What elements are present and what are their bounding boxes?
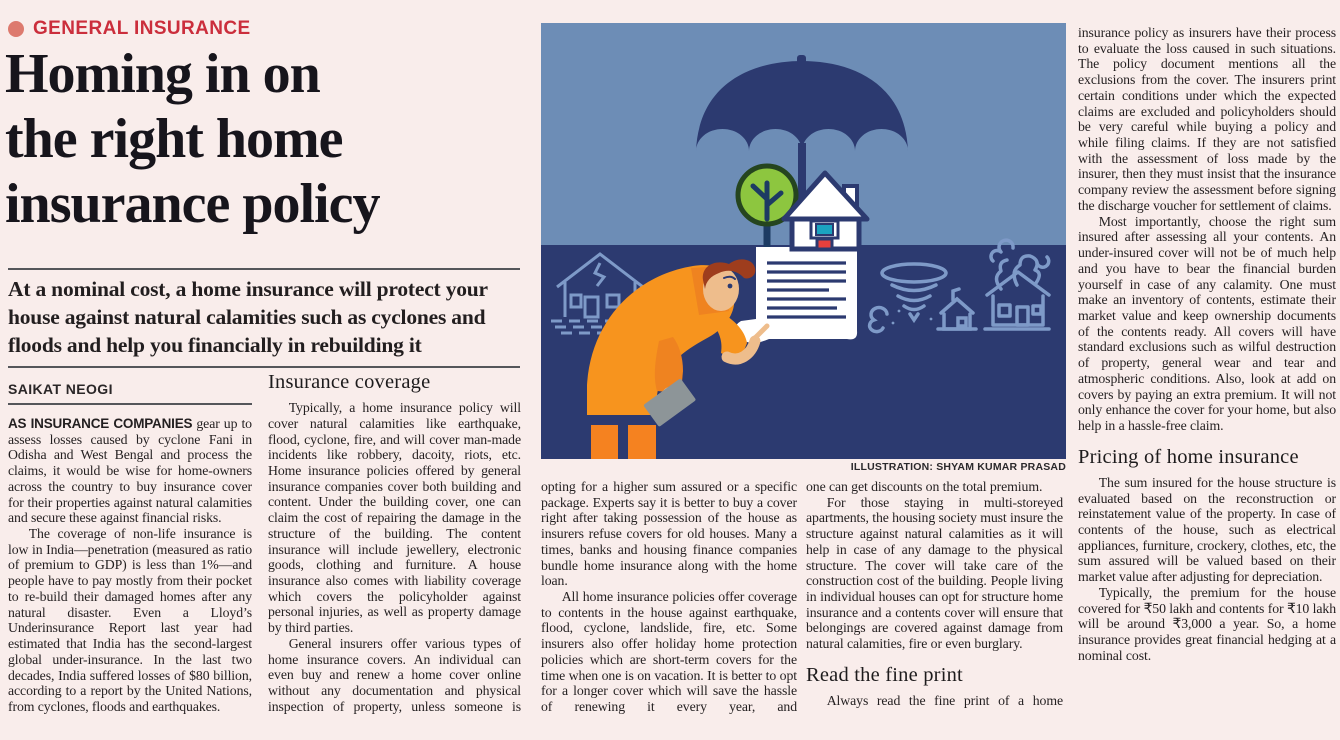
standfirst	[8, 276, 526, 360]
article-column-3	[541, 479, 797, 738]
lead-in: AS INSURANCE COMPANIES	[8, 416, 193, 431]
article-paragraph: Typically, the premium for the house covered for ₹50 lakh and contents for ₹10 lakh will be around ₹3,000 a year. So, a home insurance provides great financial hedging at a nominal cost.	[1078, 584, 1336, 663]
article-paragraph: General insurers offer various types of home insurance covers. An individual can even buy and renew a home cover online without any documentation and physical inspection of property, unless someone is	[268, 635, 521, 714]
byline: SAIKAT NEOGI	[8, 381, 113, 397]
article-paragraph: For those staying in multi-storeyed apartments, the housing society must insure the structure against natural calamities as it will help in case of any damage to the physical structure. The cover will take care of the construction cost of the building. People living in individual houses can opt for structure home insurance and a contents cover will ensure that belongings are covered against damage from natural calamities, fire or even burglary.	[806, 494, 1063, 652]
article-column-4	[806, 479, 1063, 738]
page-title	[5, 42, 530, 237]
section-kicker-label: GENERAL INSURANCE	[33, 18, 251, 39]
subsection-heading: Read the fine print	[806, 663, 963, 686]
article-paragraph	[8, 416, 252, 526]
article-paragraph: Always read the fine print of a home	[826, 693, 1063, 709]
divider	[8, 366, 520, 368]
article-column-2	[268, 371, 521, 736]
article-paragraph: Typically, a home insurance policy will cover natural calamities like earthquake, flood, cyclone, fire, and will cover man-made incidents like robbery, dacoity, riots, etc. Home insurance policies offered by general insurance companies cover both building and content. Under the building cover, one can claim the cost of repairing the damage in the structure of the building. The content insurance will include jewellery, electronic goods, clothing and furniture. A house insurance also comes with liability coverage which covers the policyholder against personal injuries, as well as property damage by third parties.	[268, 400, 521, 636]
headline-line: insurance policy	[5, 172, 380, 235]
standfirst-line: house against natural calamities such as cyclones and	[8, 304, 486, 329]
paragraph-text: gear up to assess losses caused by cyclone Fani in Odisha and West Bengal and process the claims, it would be wise for home-owners across the country to buy insurance cover for their properties against natural calamities and secure these against financial risks.	[8, 416, 252, 526]
article-column-5	[1078, 25, 1336, 735]
section-kicker	[8, 18, 251, 40]
standfirst-line: floods and help you financially in rebuilding it	[8, 332, 422, 357]
subsection-heading: Pricing of home insurance	[1078, 445, 1299, 468]
article-paragraph: insurance policy as insurers have their process to evaluate the loss caused in such situations. The policy document mentions all the exclusions from the cover. The insurers print certain conditions under which the expected claims are excluded and policyholders should be very careful while buying a policy and while filing claims. If they are not satisfied with the assessment of loss made by the insurer, then they must insist that the insurance company review the assessment before signing the discharge voucher for settlement of claims.	[1078, 25, 1336, 213]
article-paragraph: one can get discounts on the total premium.	[806, 479, 1043, 494]
article-illustration	[541, 23, 1066, 459]
article-paragraph: Most importantly, choose the right sum insured after assessing all your contents. An under-insured cover will not be of much help and you have to bear the financial burden yourself in case of any calamity. One must make an inventory of contents, estimate their market value and keep ownership documents of the contents ready. All covers will have standard exclusions such as wilful destruction of property, general wear and tear and atmospheric conditions. Also, look at add on covers by paying an extra premium. It will not only enhance the cover for your home, but also help in a hassle-free claim.	[1078, 213, 1336, 433]
illustration-canvas	[541, 23, 1066, 459]
headline-line: Homing in on	[5, 43, 320, 105]
standfirst-line: At a nominal cost, a home insurance will protect your	[8, 277, 488, 301]
article-paragraph: The coverage of non-life insurance is low in India—penetration (measured as ratio of premium to GDP) is less than 1%—and people have to pay mostly from their pocket to re-build their damaged homes after any natural disaster. Even a Lloyd’s Underinsurance Report last year had estimated that India has the second-largest global under-insurance. In the last two decades, India suffered losses of $80 billion, according to a report by the United Nations, from cyclones, floods and earthquakes.	[8, 526, 252, 714]
article-column-1	[8, 416, 252, 734]
divider	[8, 268, 520, 270]
illustration-credit: ILLUSTRATION: SHYAM KUMAR PRASAD	[850, 461, 1066, 473]
article-paragraph: The sum insured for the house structure is evaluated based on the reconstruction or reinstatement value of the property. In case of contents of the house, such as electrical appliances, furniture, crockery, clothes, etc, the sum assured will be valued based on their market value after adjusting for depreciation.	[1078, 474, 1336, 585]
article-paragraph: All home insurance policies offer coverage to contents in the house against earthquake, flood, cyclone, landslide, fire, etc. Some insurers also offer holiday home protection policies which are short-term covers for the time when one is on vacation. It is better to opt for a longer cover which will save the hassle of renewing it every year, and	[541, 589, 797, 715]
section-bullet-icon	[8, 21, 24, 37]
headline-line: the right home	[5, 107, 343, 170]
byline-divider	[8, 403, 252, 405]
subsection-heading: Insurance coverage	[268, 371, 431, 393]
article-paragraph: opting for a higher sum assured or a specific package. Experts say it is better to buy a cover right after taking possession of the house as insurers refuse covers for old houses. Many a times, banks and housing finance companies bundle home insurance along with the home loan.	[541, 479, 797, 589]
